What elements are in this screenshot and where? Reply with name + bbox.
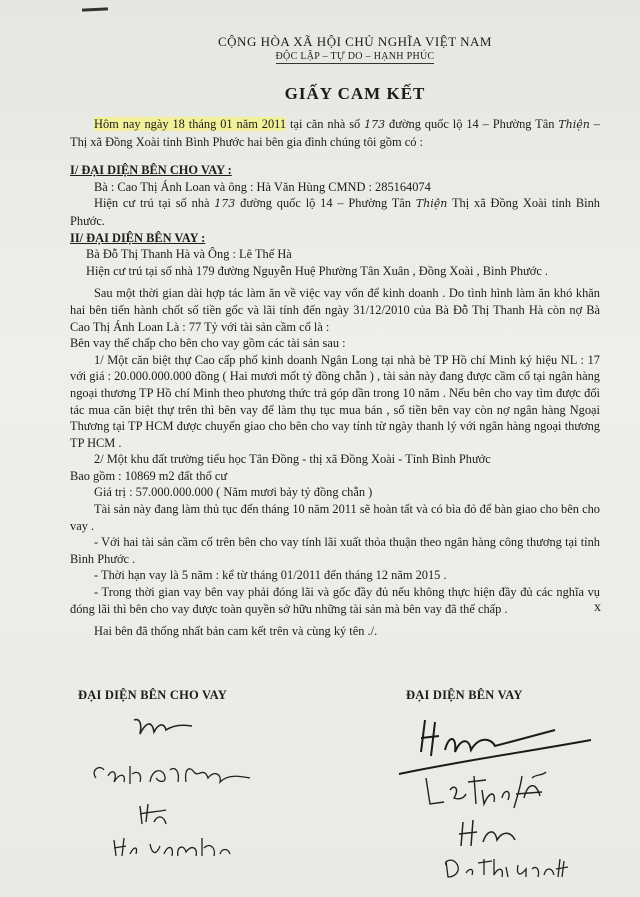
pen-mark (82, 7, 108, 11)
handwritten-house-number-2: 173 (214, 197, 236, 211)
borrower-handwritten-name-1 (420, 770, 570, 815)
body-paragraph-agreement: Hai bên đã thống nhất bản cam kết trên và cùng ký tên ./. (94, 624, 378, 639)
body-paragraph-interest: - Với hai tài sản cầm cố trên bên cho vay tính lãi xuất thỏa thuận theo ngân hàng công thương tại tỉnh Bình Phước . (70, 535, 600, 566)
lender-address: Hiện cư trú tại số nhà 173 đường quốc lộ 14 – Phường Tân Thiện Thị xã Đồng Xoài tỉnh Bình Phước. (70, 196, 600, 228)
body-paragraph-procedure: Tài sản này đang làm thủ tục đến tháng 10 năm 2011 sẽ hoàn tất và có bìa đỏ để bàn giao cho bên cho vay . (70, 502, 600, 533)
borrower-signature-2 (455, 812, 525, 852)
document-title: GIẤY CAM KẾT (284, 84, 426, 103)
lender-handwritten-name-1 (90, 760, 260, 794)
borrower-address: Hiện cư trú tại số nhà 179 đường Nguyễn Huệ Phường Tân Xuân , Đồng Xoài , Bình Phước . (86, 263, 549, 278)
borrower-heading: II/ ĐẠI DIỆN BÊN VAY : (70, 230, 206, 245)
lender-handwritten-name-2 (110, 834, 240, 864)
lender-signature-1 (130, 712, 200, 752)
borrower-handwritten-name-2 (440, 855, 575, 885)
lender-names: Bà : Cao Thị Ánh Loan và ông : Hà Văn Hùng CMND : 285164074 (94, 179, 431, 194)
body-paragraph-collateral-intro: Bên vay thế chấp cho bên cho vay gồm các tài sản sau : (70, 336, 346, 351)
body-paragraph-obligation: - Trong thời gian vay bên vay phải đóng lãi và gốc đầy đủ nếu không thực hiện đầy đủ các nghĩa vụ đóng lãi thì bên cho vay được toàn quyền sở hữu những tài sản mà bên vay đã thế chấp . (70, 585, 600, 616)
margin-cross-mark: x (594, 600, 601, 615)
borrower-signature-heading: ĐẠI DIỆN BÊN VAY (406, 688, 523, 702)
lender-signature-heading: ĐẠI DIỆN BÊN CHO VAY (78, 688, 227, 702)
intro-paragraph: Hôm nay ngày 18 tháng 01 năm 2011 tại căn nhà số 173 đường quốc lộ 14 – Phường Tân Thiện – Thị xã Đồng Xoài tỉnh Bình Phước hai bên gia đình chúng tôi gồm có : (70, 117, 600, 149)
body-paragraph-debt: Sau một thời gian dài hợp tác làm ăn về việc vay vốn để kinh doanh . Do tình hình làm ăn khó khăn hai bên tiến hành chốt số tiền gốc và lãi tính đến ngày 31/12/2010 của Bà Đỗ Thị Thanh Hà còn nợ Bà Cao Thị Ánh Loan Là : 77 Tỷ với tài sản cầm cố là : (70, 286, 600, 334)
body-paragraph-value: Giá trị : 57.000.000.000 ( Năm mươi bảy tỷ đồng chẵn ) (94, 485, 373, 500)
country-header: CỘNG HÒA XÃ HỘI CHỦ NGHĨA VIỆT NAM (218, 34, 492, 49)
motto-header: ĐỘC LẬP – TỰ DO – HẠNH PHÚC (275, 51, 435, 62)
handwritten-house-number: 173 (364, 118, 386, 131)
body-paragraph-asset-1: 1/ Một căn biệt thự Cao cấp phố kinh doanh Ngân Long tại nhà bè TP Hồ chí Minh ký hiệu NL : 17 với giá : 20.000.000.000 đồng ( Hai mươi mốt tỷ đồng chẵn ) , tài sản này đang được cầm cố tại ngân hàng ngoại thương TP Hồ chí Minh theo phương thức trả góp dần trong 10 năm . Nếu bên cho vay tìm được đối tác mua căn biệt thự trên thì bên vay để làm thụ tục mua bán , số tiền bên vay còn nợ ngân hàng Ngoại Thương tại TP HCM được chuyển giao cho bên cho vay tính từ ngày thanh lý với ngân hàng ngoại thương TP HCM . (70, 352, 600, 450)
lender-heading: I/ ĐẠI DIỆN BÊN CHO VAY : (70, 163, 232, 178)
lender-signature-2 (136, 800, 176, 830)
handwritten-ward-name-2: Thiện (415, 197, 448, 211)
handwritten-ward-name: Thiện (558, 118, 590, 131)
body-paragraph-term: - Thời hạn vay là 5 năm : kể từ tháng 01/2011 đến tháng 12 năm 2015 . (94, 568, 447, 583)
body-paragraph-area: Bao gồm : 10869 m2 đất thổ cư (70, 468, 228, 483)
date-highlight: Hôm nay ngày 18 tháng 01 năm 2011 (94, 117, 287, 131)
borrower-names: Bà Đỗ Thị Thanh Hà và Ông : Lê Thế Hà (86, 247, 292, 262)
body-paragraph-asset-2: 2/ Một khu đất trường tiểu học Tân Đồng - thị xã Đồng Xoài - Tỉnh Bình Phước (94, 452, 491, 467)
